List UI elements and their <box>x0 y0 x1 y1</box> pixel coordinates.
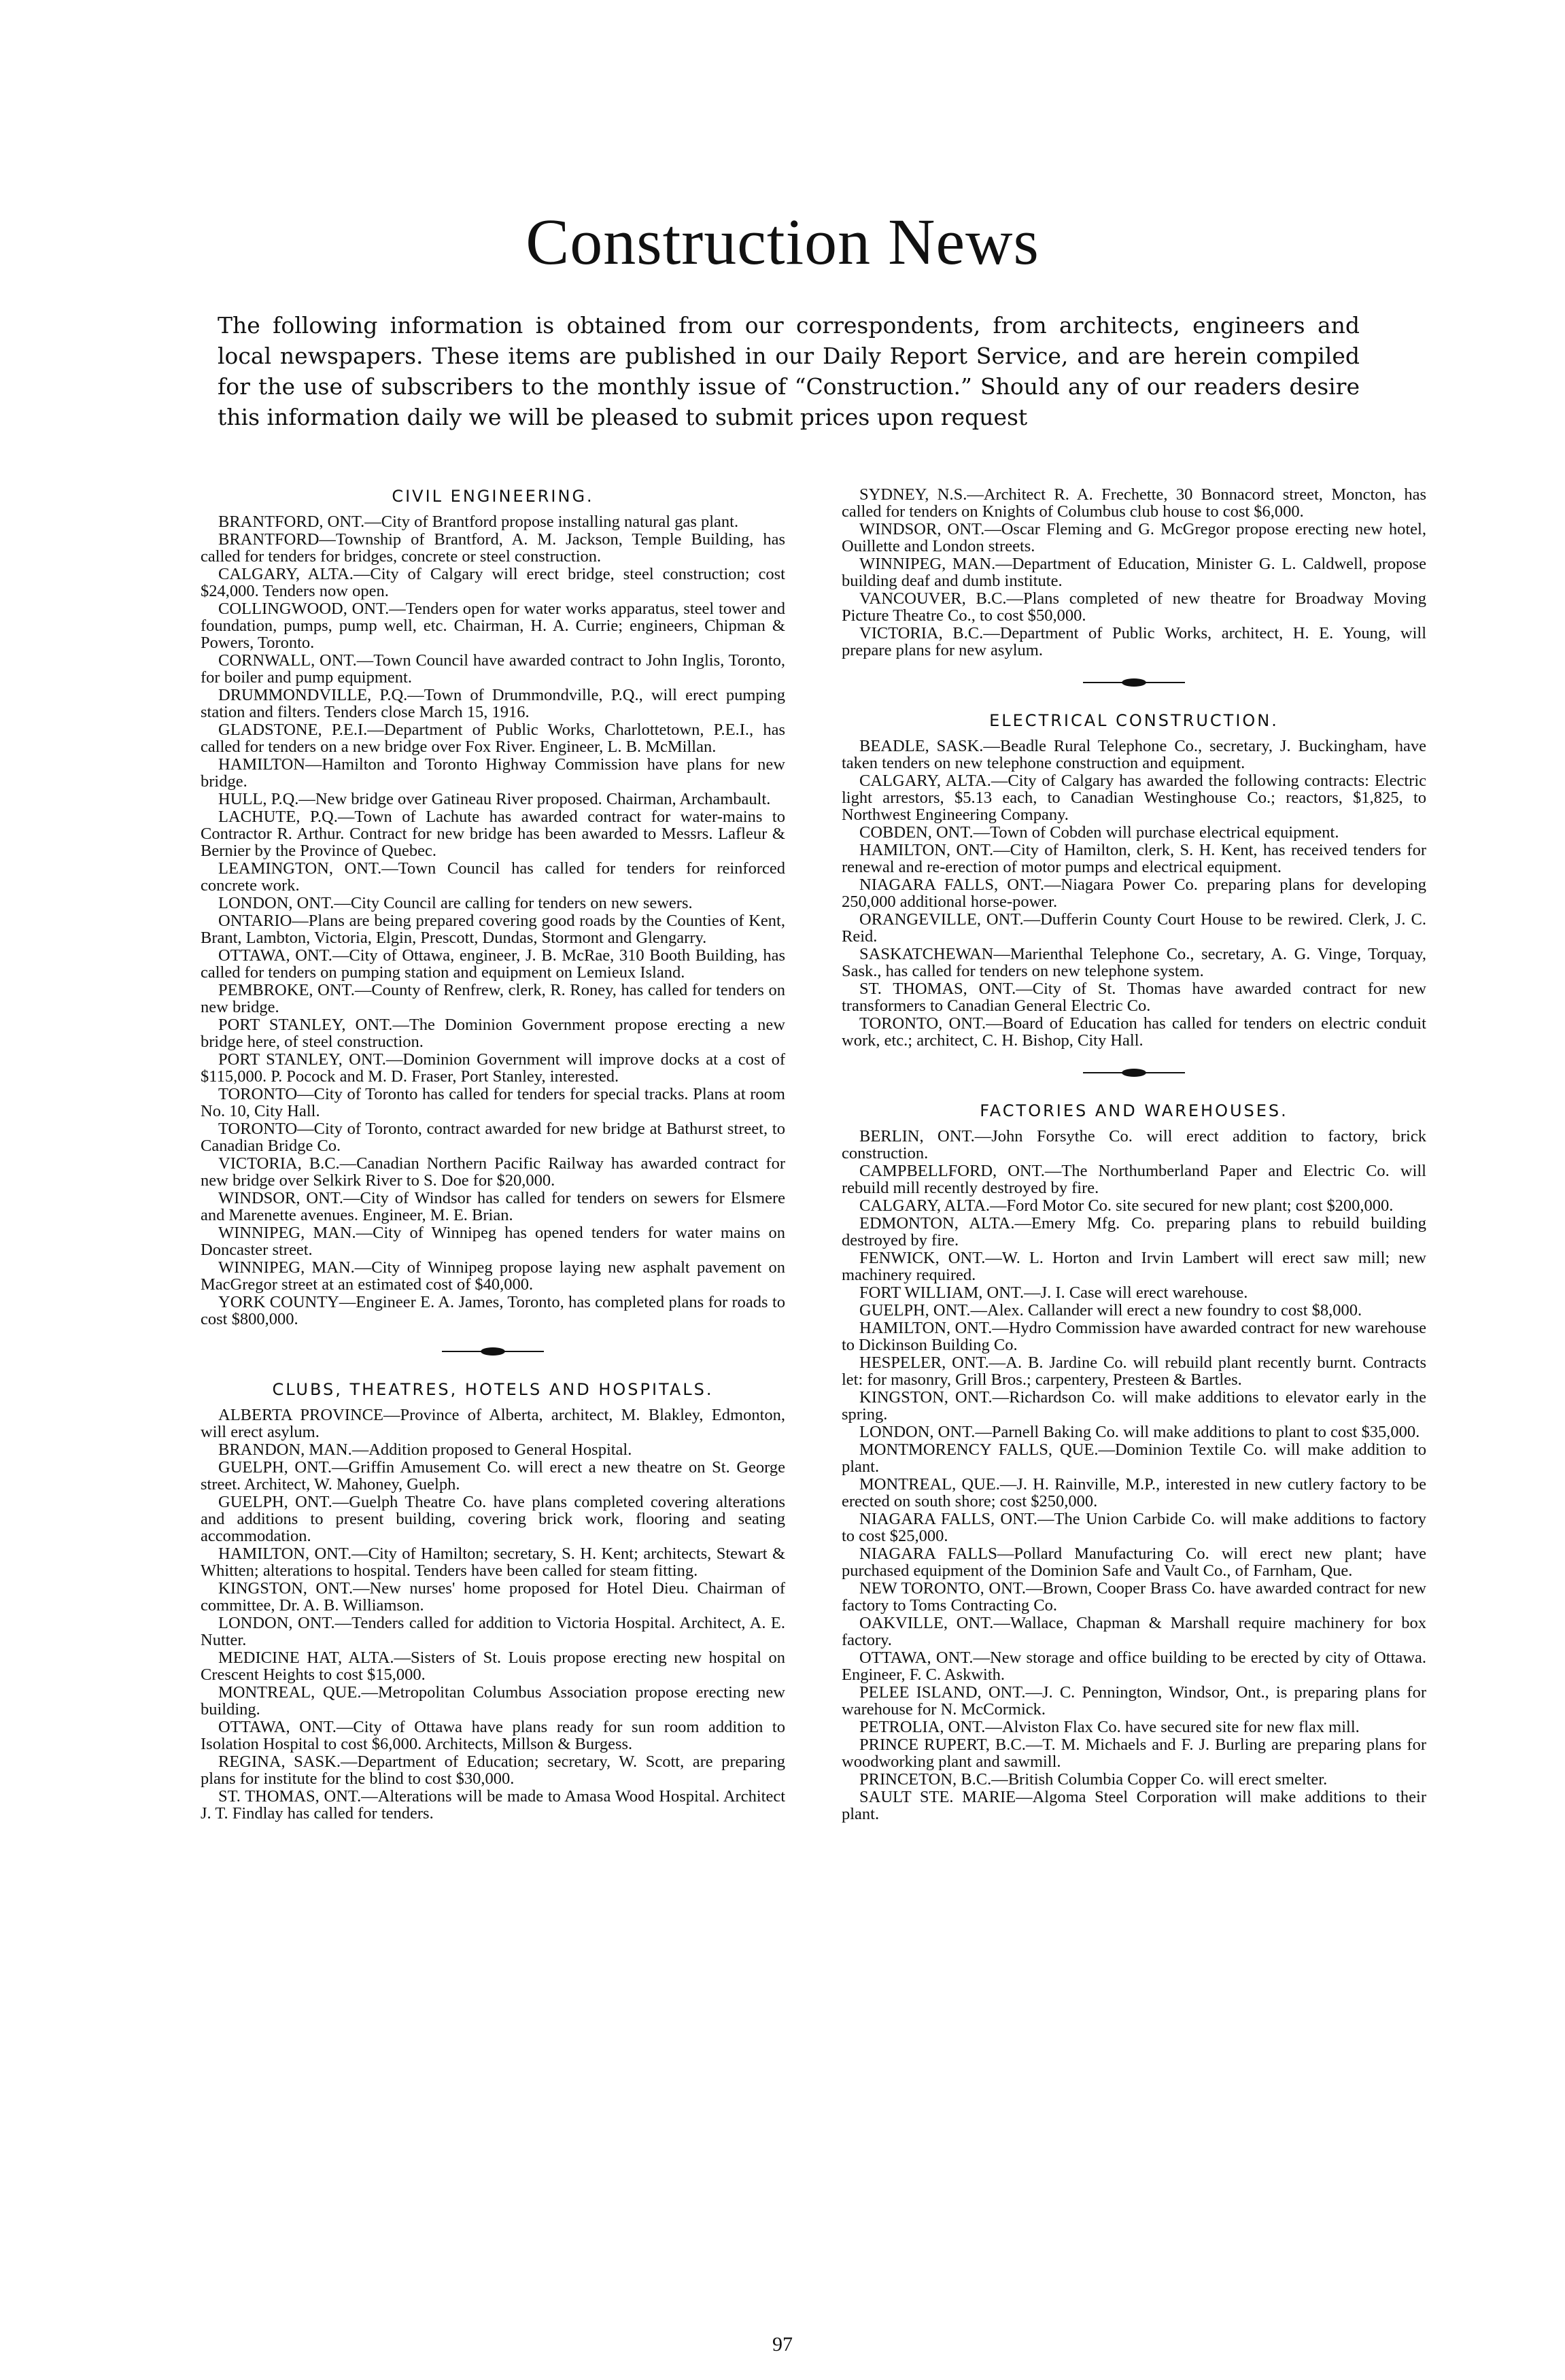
clubs-theatres-entries <box>201 1407 785 1822</box>
news-entry: OAKVILLE, ONT.—Wallace, Chapman & Marshall require machinery for box factory. <box>842 1614 1426 1649</box>
news-entry: HULL, P.Q.—New bridge over Gatineau River proposed. Chairman, Archambault. <box>218 790 771 808</box>
news-entry: FENWICK, ONT.—W. L. Horton and Irvin Lambert will erect saw mill; new machinery required. <box>842 1249 1426 1284</box>
news-entry: NIAGARA FALLS—Pollard Manufacturing Co. will erect new plant; have purchased equipment of the Dominion Safe and Vault Co., of Farnham, Que. <box>842 1545 1426 1580</box>
news-entry: COBDEN, ONT.—Town of Cobden will purchase electrical equipment. <box>859 823 1339 842</box>
news-entry: GLADSTONE, P.E.I.—Department of Public Works, Charlottetown, P.E.I., has called for tenders on a new bridge over Fox River. Engineer, L. B. McMillan. <box>201 721 785 756</box>
news-entry: MEDICINE HAT, ALTA.—Sisters of St. Louis propose erecting new hospital on Crescent Heights to cost $15,000. <box>201 1649 785 1684</box>
news-entry: LONDON, ONT.—Parnell Baking Co. will make additions to plant to cost $35,000. <box>859 1423 1420 1441</box>
news-entry: COLLINGWOOD, ONT.—Tenders open for water works apparatus, steel tower and foundation, pumps, pump well, etc. Chairman, H. A. Currie; engineers, Chipman & Powers, Toronto. <box>201 600 785 652</box>
news-entry: OTTAWA, ONT.—City of Ottawa, engineer, J. B. McRae, 310 Booth Building, has called for tenders on pumping station and equipment on Lemieux Island. <box>201 946 785 982</box>
news-entry: ALBERTA PROVINCE—Province of Alberta, architect, M. Blakley, Edmonton, will erect asylum. <box>201 1406 785 1441</box>
news-entry: CALGARY, ALTA.—City of Calgary will erect bridge, steel construction; cost $24,000. Tenders now open. <box>201 565 785 600</box>
news-entry: BRANTFORD, ONT.—City of Brantford propose installing natural gas plant. <box>218 513 739 531</box>
news-entry: TORONTO, ONT.—Board of Education has called for tenders on electric conduit work, etc.; architect, C. H. Bishop, City Hall. <box>842 1014 1426 1050</box>
news-entry: HESPELER, ONT.—A. B. Jardine Co. will rebuild plant recently burnt. Contracts let: for masonry, Grill Bros.; carpentery, Presteen & Bartles. <box>842 1353 1426 1389</box>
news-entry: PEMBROKE, ONT.—County of Renfrew, clerk, R. Roney, has called for tenders on new bridge. <box>201 981 785 1016</box>
news-entry: WINDSOR, ONT.—Oscar Fleming and G. McGregor propose erecting new hotel, Ouillette and London streets. <box>842 520 1426 555</box>
news-entry: EDMONTON, ALTA.—Emery Mfg. Co. preparing plans to rebuild building destroyed by fire. <box>842 1214 1426 1249</box>
news-entry: PORT STANLEY, ONT.—The Dominion Government propose erecting a new bridge here, of steel construction. <box>201 1016 785 1051</box>
news-entry: CAMPBELLFORD, ONT.—The Northumberland Paper and Electric Co. will rebuild mill recently destroyed by fire. <box>842 1162 1426 1197</box>
news-entry: TORONTO—City of Toronto, contract awarded for new bridge at Bathurst street, to Canadian Bridge Co. <box>201 1120 785 1155</box>
news-entry: HAMILTON, ONT.—City of Hamilton; secretary, S. H. Kent; architects, Stewart & Whitten; alterations to hospital. Tenders have been called for steam fitting. <box>201 1545 785 1580</box>
news-entry: GUELPH, ONT.—Guelph Theatre Co. have plans completed covering alterations and additions to present building, covering brick work, flooring and seating accommodation. <box>201 1493 785 1545</box>
factories-warehouses-entries <box>842 1128 1426 1823</box>
news-entry: YORK COUNTY—Engineer E. A. James, Toronto, has completed plans for roads to cost $800,000. <box>201 1293 785 1328</box>
news-entry: OTTAWA, ONT.—New storage and office building to be erected by city of Ottawa. Engineer, F. C. Askwith. <box>842 1649 1426 1684</box>
news-entry: BERLIN, ONT.—John Forsythe Co. will erect addition to factory, brick construction. <box>842 1127 1426 1162</box>
news-entry: FORT WILLIAM, ONT.—J. I. Case will erect warehouse. <box>859 1283 1248 1302</box>
left-column <box>201 486 785 1823</box>
news-entry: NIAGARA FALLS, ONT.—The Union Carbide Co. will make additions to factory to cost $25,000. <box>842 1510 1426 1545</box>
news-entry: LEAMINGTON, ONT.—Town Council has called for tenders for reinforced concrete work. <box>201 859 785 895</box>
news-entry: ST. THOMAS, ONT.—City of St. Thomas have awarded contract for new transformers to Canadian General Electric Co. <box>842 980 1426 1015</box>
news-entry: LONDON, ONT.—Tenders called for addition to Victoria Hospital. Architect, A. E. Nutter. <box>201 1614 785 1649</box>
news-entry: PELEE ISLAND, ONT.—J. C. Pennington, Windsor, Ont., is preparing plans for warehouse for N. McCormick. <box>842 1683 1426 1719</box>
news-entry: PRINCE RUPERT, B.C.—T. M. Michaels and F. J. Burling are preparing plans for woodworking plant and sawmill. <box>842 1736 1426 1771</box>
news-entry: VICTORIA, B.C.—Canadian Northern Pacific Railway has awarded contract for new bridge over Selkirk River to S. Doe for $20,000. <box>201 1154 785 1190</box>
news-entry: MONTREAL, QUE.—J. H. Rainville, M.P., interested in new cutlery factory to be erected on south shore; cost $250,000. <box>842 1475 1426 1511</box>
section-divider-ornament <box>442 1347 544 1356</box>
news-entry: PRINCETON, B.C.—British Columbia Copper Co. will erect smelter. <box>859 1770 1328 1789</box>
news-entry: DRUMMONDVILLE, P.Q.—Town of Drummondville, P.Q., will erect pumping station and filters. Tenders close March 15, 1916. <box>201 686 785 721</box>
news-entry: HAMILTON, ONT.—City of Hamilton, clerk, S. H. Kent, has received tenders for renewal and re-erection of motor pumps and electrical equipment. <box>842 841 1426 876</box>
news-entry: SAULT STE. MARIE—Algoma Steel Corporation will make additions to their plant. <box>842 1788 1426 1823</box>
news-entry: CALGARY, ALTA.—City of Calgary has awarded the following contracts: Electric light arrestors, $5.13 each, to Canadian Westinghouse Co.; reactors, $1,825, to Northwest Engineering Company. <box>842 772 1426 824</box>
news-entry: BRANTFORD—Township of Brantford, A. M. Jackson, Temple Building, has called for tenders for bridges, concrete or steel construction. <box>201 530 785 566</box>
news-entry: SYDNEY, N.S.—Architect R. A. Frechette, 30 Bonnacord street, Moncton, has called for tenders on Knights of Columbus club house to cost $6,000. <box>842 485 1426 521</box>
news-entry: LACHUTE, P.Q.—Town of Lachute has awarded contract for water-mains to Contractor R. Arthur. Contract for new bridge has been awarded to Messrs. Lafleur & Bernier by the Province of Quebec. <box>201 808 785 860</box>
news-entry: WINDSOR, ONT.—City of Windsor has called for tenders on sewers for Elsmere and Marenette avenues. Engineer, M. E. Brian. <box>201 1189 785 1224</box>
page-title: Construction News <box>526 205 1039 278</box>
news-entry: PETROLIA, ONT.—Alviston Flax Co. have secured site for new flax mill. <box>859 1718 1360 1736</box>
section-heading-clubs-theatres-hotels-hospitals: CLUBS, THEATRES, HOTELS AND HOSPITALS. <box>272 1380 714 1399</box>
electrical-construction-entries <box>842 738 1426 1049</box>
civil-engineering-entries <box>201 513 785 1328</box>
news-entry: LONDON, ONT.—City Council are calling for tenders on new sewers. <box>218 894 693 912</box>
news-entry: WINNIPEG, MAN.—Department of Education, Minister G. L. Caldwell, propose building deaf and dumb institute. <box>842 555 1426 590</box>
news-entry: SASKATCHEWAN—Marienthal Telephone Co., secretary, A. G. Vinge, Torquay, Sask., has called for tenders on new telephone system. <box>842 945 1426 980</box>
news-entry: HAMILTON—Hamilton and Toronto Highway Commission have plans for new bridge. <box>201 755 785 791</box>
page-number: 97 <box>772 2333 793 2356</box>
news-entry: GUELPH, ONT.—Griffin Amusement Co. will erect a new theatre on St. George street. Architect, W. Mahoney, Guelph. <box>201 1458 785 1494</box>
news-entry: GUELPH, ONT.—Alex. Callander will erect a new foundry to cost $8,000. <box>859 1301 1362 1320</box>
continued-clubs-entries <box>842 486 1426 659</box>
news-entry: ONTARIO—Plans are being prepared covering good roads by the Counties of Kent, Brant, Lambton, Victoria, Elgin, Prescott, Dundas, Stormont and Glengarry. <box>201 912 785 947</box>
section-divider-ornament <box>1083 678 1185 687</box>
section-heading-electrical-construction: ELECTRICAL CONSTRUCTION. <box>989 711 1279 730</box>
news-entry: ST. THOMAS, ONT.—Alterations will be made to Amasa Wood Hospital. Architect J. T. Findlay has called for tenders. <box>201 1787 785 1823</box>
news-entry: VICTORIA, B.C.—Department of Public Works, architect, H. E. Young, will prepare plans for new asylum. <box>842 624 1426 659</box>
section-heading-factories-warehouses: FACTORIES AND WAREHOUSES. <box>980 1101 1288 1120</box>
news-entry: KINGSTON, ONT.—New nurses' home proposed for Hotel Dieu. Chairman of committee, Dr. A. B. Williamson. <box>201 1579 785 1615</box>
news-entry: NIAGARA FALLS, ONT.—Niagara Power Co. preparing plans for developing 250,000 additional horse-power. <box>842 876 1426 911</box>
news-entry: NEW TORONTO, ONT.—Brown, Cooper Brass Co. have awarded contract for new factory to Toms Contracting Co. <box>842 1579 1426 1615</box>
news-entry: BEADLE, SASK.—Beadle Rural Telephone Co., secretary, J. Buckingham, have taken tenders on new telephone construction and equipment. <box>842 737 1426 772</box>
section-divider-ornament <box>1083 1068 1185 1077</box>
news-entry: CALGARY, ALTA.—Ford Motor Co. site secured for new plant; cost $200,000. <box>859 1196 1394 1215</box>
news-entry: MONTREAL, QUE.—Metropolitan Columbus Association propose erecting new building. <box>201 1683 785 1719</box>
right-column <box>842 486 1426 1823</box>
news-entry: ORANGEVILLE, ONT.—Dufferin County Court House to be rewired. Clerk, J. C. Reid. <box>842 910 1426 946</box>
news-entry: REGINA, SASK.—Department of Education; secretary, W. Scott, are preparing plans for institute for the blind to cost $30,000. <box>201 1753 785 1788</box>
news-entry: MONTMORENCY FALLS, QUE.—Dominion Textile Co. will make addition to plant. <box>842 1441 1426 1476</box>
news-entry: PORT STANLEY, ONT.—Dominion Government will improve docks at a cost of $115,000. P. Pocock and M. D. Fraser, Port Stanley, interested. <box>201 1050 785 1086</box>
news-entry: BRANDON, MAN.—Addition proposed to General Hospital. <box>218 1441 632 1459</box>
section-heading-civil-engineering: CIVIL ENGINEERING. <box>392 487 594 506</box>
news-entry: HAMILTON, ONT.—Hydro Commission have awarded contract for new warehouse to Dickinson Building Co. <box>842 1319 1426 1354</box>
news-entry: WINNIPEG, MAN.—City of Winnipeg propose laying new asphalt pavement on MacGregor street at an estimated cost of $40,000. <box>201 1258 785 1294</box>
news-entry: CORNWALL, ONT.—Town Council have awarded contract to John Inglis, Toronto, for boiler and pump equipment. <box>201 651 785 687</box>
news-entry: OTTAWA, ONT.—City of Ottawa have plans ready for sun room addition to Isolation Hospital to cost $6,000. Architects, Millson & Burgess. <box>201 1718 785 1753</box>
news-entry: VANCOUVER, B.C.—Plans completed of new theatre for Broadway Moving Picture Theatre Co., to cost $50,000. <box>842 589 1426 625</box>
intro-paragraph: The following information is obtained from our correspondents, from architects, engineers and local newspapers. These items are published in our Daily Report Service, and are herein compiled for the use of subscribers to the monthly issue of “Construction.” Should any of our readers desire this information daily we will be pleased to submit prices upon request <box>218 312 1360 430</box>
news-entry: WINNIPEG, MAN.—City of Winnipeg has opened tenders for water mains on Doncaster street. <box>201 1224 785 1259</box>
news-entry: KINGSTON, ONT.—Richardson Co. will make additions to elevator early in the spring. <box>842 1388 1426 1424</box>
news-entry: TORONTO—City of Toronto has called for tenders for special tracks. Plans at room No. 10, City Hall. <box>201 1085 785 1120</box>
